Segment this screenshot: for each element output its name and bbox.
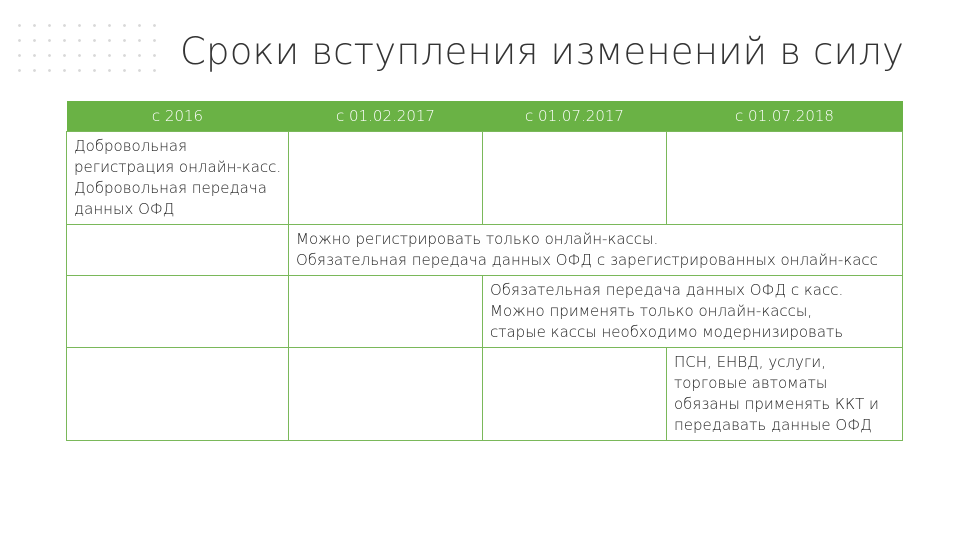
empty-cell xyxy=(289,348,483,441)
empty-cell xyxy=(667,132,903,225)
empty-cell xyxy=(289,276,483,348)
decorative-dot-grid xyxy=(12,18,162,82)
header-2017-02: с 01.02.2017 xyxy=(289,101,483,132)
header-2018-07: с 01.07.2018 xyxy=(667,101,903,132)
empty-cell xyxy=(483,348,667,441)
empty-cell xyxy=(67,276,289,348)
table-row xyxy=(67,348,903,441)
header-2016: с 2016 xyxy=(67,101,289,132)
header-2017-07: с 01.07.2017 xyxy=(483,101,667,132)
stage-special-regimes-cell: ПСН, ЕНВД, услуги, торговые автоматы обязаны применять ККТ и передавать данные ОФД xyxy=(667,348,903,441)
table-row xyxy=(67,132,903,225)
empty-cell xyxy=(67,348,289,441)
table-row xyxy=(67,276,903,348)
empty-cell xyxy=(67,225,289,276)
page-title: Сроки вступления изменений в силу xyxy=(180,30,905,73)
empty-cell xyxy=(483,132,667,225)
table-row xyxy=(67,225,903,276)
stage-mandatory-cell: Обязательная передача данных ОФД с касс. Можно применять только онлайн-кассы, старые кассы необходимо модернизировать xyxy=(483,276,903,348)
stage-voluntary-cell: Добровольная регистрация онлайн-касс. Добровольная передача данных ОФД xyxy=(67,132,289,225)
stage-registration-cell: Можно регистрировать только онлайн-кассы. Обязательная передача данных ОФД с зарегистрированных онлайн-касс xyxy=(289,225,903,276)
timeline-table xyxy=(66,101,903,441)
empty-cell xyxy=(289,132,483,225)
header-row xyxy=(67,101,903,132)
